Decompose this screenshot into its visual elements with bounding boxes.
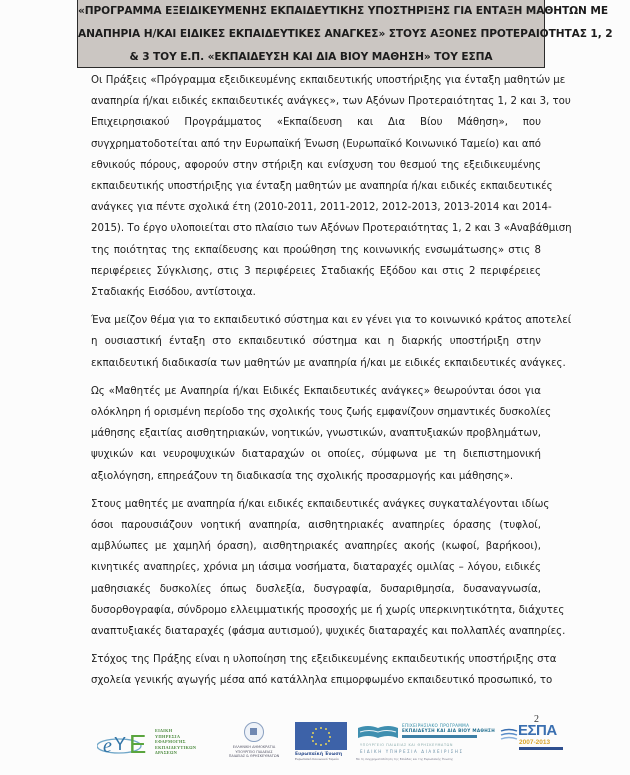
text-line: αναπηρία ή/και ειδικές εκπαιδευτικές ανάγκες», των Αξόνων Προτεραιότητας 1, 2 και 3, του <box>91 96 571 108</box>
paragraph-inclusion-issue <box>91 310 572 374</box>
title-line: «ΠΡΟΓΡΑΜΜΑ ΕΞΕΙΔΙΚΕΥΜΕΝΗΣ ΕΚΠΑΙΔΕΥΤΙΚΗΣ ΥΠΟΣΤΗΡΙΞΗΣ ΓΙΑ ΕΝΤΑΞΗ ΜΑΘΗΤΩΝ ΜΕ <box>78 5 608 17</box>
text-line: αναπτυξιακές διαταραχές (φάσμα αυτισμού), ψυχικές διαταραχές και πολλαπλές αναπηρίες. <box>91 626 566 638</box>
eu-caption: Ευρωπαϊκή Ένωση <box>295 752 343 757</box>
title-line: ΑΝΑΠΗΡΙΑ Η/ΚΑΙ ΕΙΔΙΚΕΣ ΕΚΠΑΙΔΕΥΤΙΚΕΣ ΑΝΑΓΚΕΣ» ΣΤΟΥΣ ΑΞΟΝΕΣ ΠΡΟΤΕΡΑΙΟΤΗΤΑΣ 1, 2 <box>78 28 613 40</box>
espa-word: ΕΣΠΑ <box>518 722 557 739</box>
eye-text-line: ΥΠΗΡΕΣΙΑ <box>155 733 181 739</box>
eu-logo <box>295 722 350 764</box>
greek-emblem-icon <box>244 722 264 742</box>
title-line: & 3 ΤΟΥ Ε.Π. «ΕΚΠΑΙΔΕΥΣΗ ΚΑΙ ΔΙΑ ΒΙΟΥ ΜΑΘΗΣΗ» ΤΟΥ ΕΣΠΑ <box>129 51 493 63</box>
text-line: συγχρηματοδοτείται από την Ευρωπαϊκή Ένωση (Ευρωπαϊκό Κοινωνικό Ταμείο) και από <box>91 138 541 150</box>
greek-republic-text <box>222 745 286 759</box>
text-line: εκπαιδευτική διαδικασία των μαθητών με αναπηρία ή/και με ειδικές εκπαιδευτικές ανάγκες. <box>91 357 566 369</box>
svg-text:Y: Y <box>114 734 127 754</box>
eu-flag-icon <box>295 722 347 750</box>
text-line: εθνικούς πόρους, αφορούν στην στήριξη και ενίσχυση του θεσμού της εξειδικευμένης <box>91 159 541 171</box>
document-title-box <box>77 0 613 68</box>
paragraph-categories <box>91 494 566 642</box>
espa-years: 2007-2013 <box>519 739 551 746</box>
text-line: ψυχικών και νευροψυχικών διαταραχών οι οποίες, σύμφωνα με τη διεπιστημονική <box>91 449 541 461</box>
eye-logo-mark-icon <box>97 726 153 758</box>
eye-logo-text <box>155 728 196 756</box>
text-line: ανάγκες για πέντε σχολικά έτη (2010-2011, 2011-2012, 2012-2013, 2013-2014 και 2014- <box>91 202 552 214</box>
paragraph-goal <box>91 649 557 691</box>
text-line: Ως «Μαθητές με Αναπηρία ή/και Ειδικές Εκπαιδευτικές ανάγκες» θεωρούνται όσοι για <box>91 385 541 397</box>
text-line: δυσορθογραφία, σύνδρομο ελλειμματικής προσοχής με ή χωρίς υπερκινητικότητα, διάχυτες <box>91 604 565 616</box>
ep-divider <box>402 735 477 738</box>
text-line: η ουσιαστική ένταξη στο εκπαιδευτικό σύστημα και η διαρκής υποστήριξη στην <box>91 336 541 348</box>
espa-logo <box>500 720 566 756</box>
operational-programme-logo <box>356 722 496 766</box>
operational-programme-title <box>402 723 495 734</box>
text-line: περιφέρειες Σύγκλισης, στις 3 περιφέρειες Σταδιακής Εξόδου και στις 2 περιφέρειες <box>91 265 541 277</box>
text-line: 2015). Το έργο υλοποιείται στο πλαίσιο των Αξόνων Προτεραιότητας 1, 2 και 3 «Αναβάθμιση <box>91 223 572 235</box>
text-line: Σταδιακής Εισόδου, αντίστοιχα. <box>91 287 256 299</box>
ep-cofinancing: Με τη συγχρηματοδότηση της Ελλάδας και της Ευρωπαϊκής Ένωσης <box>356 757 454 761</box>
text-line: Ένα μείζον θέμα για το εκπαιδευτικό σύστημα και εν γένει για το κοινωνικό κράτος αποτελεί <box>91 315 572 327</box>
page-number: 2 <box>534 714 539 725</box>
eye-text-line: ΕΙΔΙΚΗ <box>155 728 173 733</box>
text-line: Επιχειρησιακού Προγράμματος «Εκπαίδευση και Δια Βίου Μάθηση», που <box>91 117 541 129</box>
footer-logo-strip <box>0 712 630 775</box>
text-line: μαθησιακές δυσκολίες όπως δυσλεξία, δυσγραφία, δυσαριθμησία, δυσαναγνωσία, <box>91 583 541 595</box>
espa-waves-icon <box>500 726 518 744</box>
eu-subcaption: Ευρωπαϊκό Κοινωνικό Ταμείο <box>295 757 339 761</box>
gr-text-line: ΠΑΙΔΕΙΑΣ & ΘΡΗΣΚΕΥΜΑΤΩΝ <box>228 754 280 758</box>
text-line: Στους μαθητές με αναπηρία ή/και ειδικές εκπαιδευτικές ανάγκες συγκαταλέγονται ιδίως <box>91 498 550 510</box>
eye-logo <box>97 724 217 760</box>
svg-text:e: e <box>103 735 112 757</box>
ep-title-line: ΕΠΙΧΕΙΡΗΣΙΑΚΟ ΠΡΟΓΡΑΜΜΑ <box>402 723 470 728</box>
text-line: εκπαιδευτικής υποστήριξης για ένταξη μαθητών με αναπηρία ή/και ειδικές εκπαιδευτικές <box>91 181 553 193</box>
paragraph-actions-overview <box>91 70 572 303</box>
text-line: Οι Πράξεις «Πρόγραμμα εξειδικευμένης εκπαιδευτικής υποστήριξης για ένταξη μαθητών με <box>91 75 566 86</box>
paragraph-definition <box>91 381 552 487</box>
book-waves-icon <box>356 724 400 740</box>
eye-text-line: ΕΚΠΑΙΔΕΥΤΙΚΩΝ <box>155 744 197 750</box>
greek-republic-logo <box>222 722 286 762</box>
gr-text-line: ΥΠΟΥΡΓΕΙΟ ΠΑΙΔΕΙΑΣ <box>235 749 273 754</box>
ep-service: ΕΙΔΙΚΗ ΥΠΗΡΕΣΙΑ ΔΙΑΧΕΙΡΙΣΗΣ <box>360 749 464 754</box>
text-line: της ποιότητας της εκπαίδευσης και προώθηση της κοινωνικής ενσωμάτωσης» στις 8 <box>91 244 541 256</box>
text-line: ολόκληρη ή ορισμένη περίοδο της σχολικής τους ζωής εμφανίζουν σημαντικές δυσκολίες <box>91 407 552 419</box>
text-line: μάθησης εξαιτίας αισθητηριακών, νοητικών, γνωστικών, αναπτυξιακών προβλημάτων, <box>91 428 541 440</box>
text-line: Στόχος της Πράξης είναι η υλοποίηση της εξειδικευμένης εκπαιδευτικής υποστήριξης στα <box>91 654 557 666</box>
espa-divider <box>519 747 563 750</box>
text-line: όσοι παρουσιάζουν νοητική αναπηρία, αισθητηριακές αναπηρίες όρασης (τυφλοί, <box>91 520 541 532</box>
ep-title-line: ΕΚΠΑΙΔΕΥΣΗ ΚΑΙ ΔΙΑ ΒΙΟΥ ΜΑΘΗΣΗ <box>402 728 496 734</box>
eye-text-line: ΔΡΑΣΕΩΝ <box>155 750 178 756</box>
text-line: αξιολόγηση, επηρεάζουν τη διαδικασία της σχολικής προσαρμογής και μάθησης». <box>91 470 514 482</box>
svg-text:E: E <box>129 729 147 758</box>
document-body <box>91 70 572 699</box>
text-line: αμβλύωπες με χαμηλή όραση), αισθητηριακές αναπηρίες ακοής (κωφοί, βαρήκοοι), <box>91 541 541 553</box>
text-line: σχολεία γενικής αγωγής μέσα από κατάλληλα επιμορφωμένο εκπαιδευτικό προσωπικό, το <box>91 675 553 687</box>
eye-text-line: ΕΦΑΡΜΟΓΗΣ <box>155 739 186 745</box>
ep-ministry: ΥΠΟΥΡΓΕΙΟ ΠΑΙΔΕΙΑΣ ΚΑΙ ΘΡΗΣΚΕΥΜΑΤΩΝ <box>360 743 453 747</box>
gr-text-line: ΕΛΛΗΝΙΚΗ ΔΗΜΟΚΡΑΤΙΑ <box>232 745 276 749</box>
text-line: κινητικές αναπηρίες, χρόνια μη ιάσιμα νοσήματα, διαταραχές ομιλίας – λόγου, ειδικές <box>91 562 541 574</box>
